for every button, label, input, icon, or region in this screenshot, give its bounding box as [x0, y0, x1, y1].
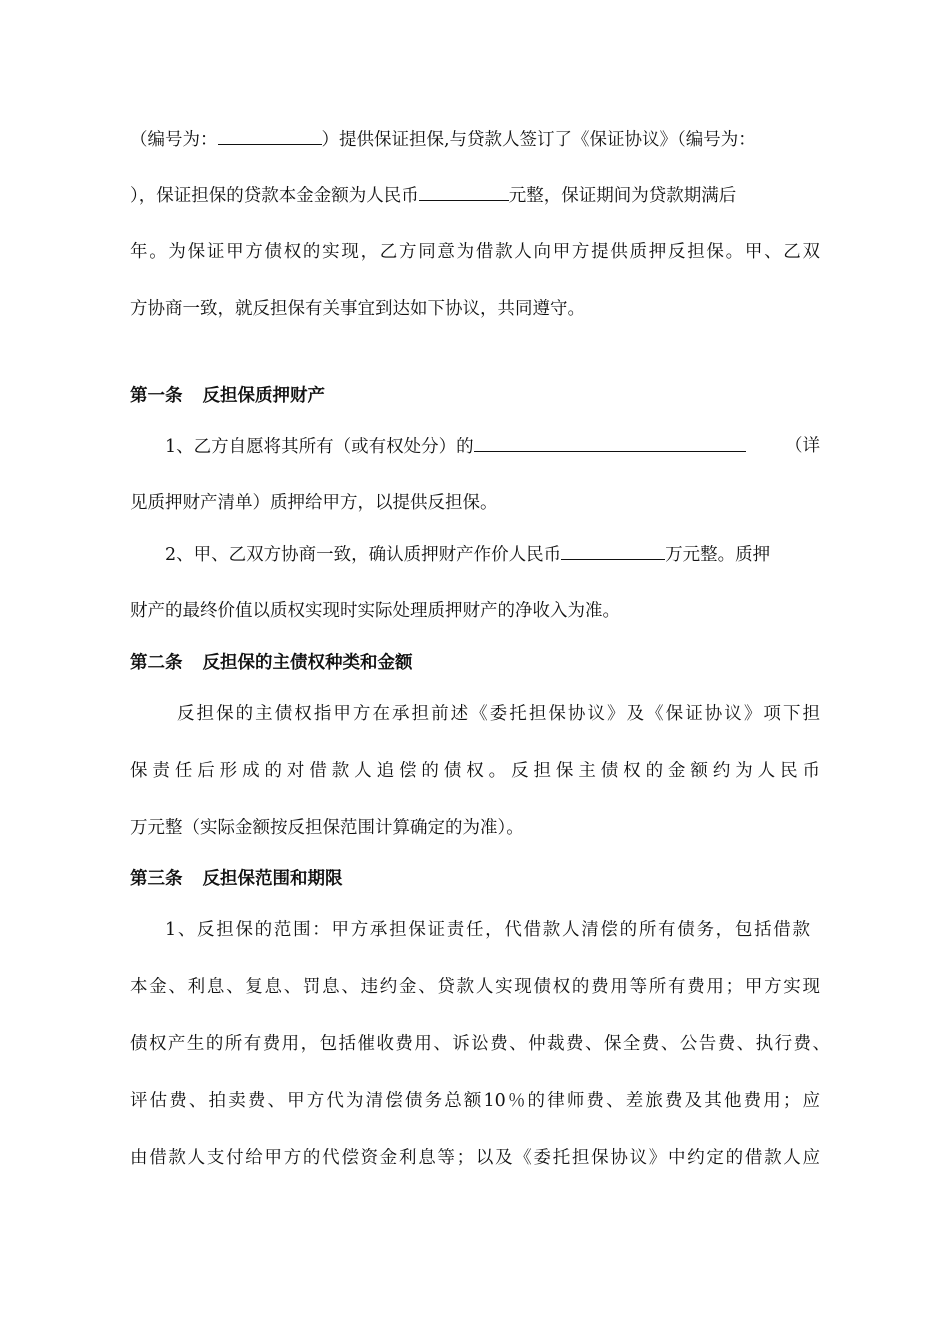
- preamble-text: ）提供保证担保,与贷款人签订了《保证协议》（编号为：: [321, 130, 756, 150]
- article-3-line-3: 债权产生的所有费用，包括催收费用、诉讼费、仲裁费、保全费、公告费、执行费、: [130, 1034, 830, 1054]
- article-3-line-5: 由借款人支付给甲方的代偿资金利息等；以及《委托担保协议》中约定的借款人应: [130, 1148, 820, 1168]
- article-1-item-1: [165, 435, 820, 457]
- article-1-heading: [130, 385, 820, 407]
- article-2-line-2: 保责任后形成的对借款人追偿的债权。反担保主债权的金额约为人民币: [130, 761, 820, 781]
- article-number: 第一条: [130, 386, 183, 406]
- article-1-item-2: [165, 543, 820, 565]
- pledged-property-blank[interactable]: [474, 435, 746, 452]
- item-text: （详: [785, 436, 820, 456]
- article-1-item-2-cont: 财产的最终价值以质权实现时实际处理质押财产的净收入为准。: [130, 601, 620, 621]
- item-text: 1、乙方自愿将其所有（或有权处分）的: [165, 437, 474, 457]
- contract-number-blank[interactable]: [218, 128, 322, 145]
- article-number: 第三条: [130, 869, 183, 889]
- preamble-text: ），保证担保的贷款本金金额为人民币: [130, 186, 419, 206]
- article-3-line-1: 1、反担保的范围：甲方承担保证责任，代借款人清偿的所有债务，包括借款: [165, 920, 810, 940]
- article-title: 反担保质押财产: [202, 386, 325, 406]
- valuation-amount-blank[interactable]: [561, 543, 665, 560]
- preamble-line-3: 年。为保证甲方债权的实现，乙方同意为借款人向甲方提供质押反担保。甲、乙双: [130, 242, 820, 262]
- article-number: 第二条: [130, 653, 183, 673]
- article-2-line-3: 万元整（实际金额按反担保范围计算确定的为准）。: [130, 818, 524, 838]
- item-text: 万元整。质押: [665, 545, 771, 565]
- preamble-line-4: 方协商一致，就反担保有关事宜到达如下协议，共同遵守。: [130, 299, 585, 319]
- article-2-line-1: 反担保的主债权指甲方在承担前述《委托担保协议》及《保证协议》项下担: [177, 704, 820, 724]
- article-title: 反担保范围和期限: [202, 869, 343, 889]
- article-3-line-2: 本金、利息、复息、罚息、违约金、贷款人实现债权的费用等所有费用；甲方实现: [130, 977, 820, 997]
- preamble-line-1: [130, 128, 820, 150]
- article-title: 反担保的主债权种类和金额: [202, 653, 413, 673]
- article-3-line-4: 评估费、拍卖费、甲方代为清偿债务总额10％的律师费、差旅费及其他费用；应: [130, 1091, 820, 1111]
- item-text: 2、甲、乙双方协商一致，确认质押财产作价人民币: [165, 545, 562, 565]
- preamble-text: 元整，保证期间为贷款期满后: [508, 186, 737, 206]
- article-1-item-1-cont: 见质押财产清单）质押给甲方，以提供反担保。: [130, 493, 498, 513]
- article-2-heading: [130, 652, 820, 674]
- preamble-line-2: [130, 184, 820, 206]
- preamble-text: （编号为：: [130, 130, 218, 150]
- article-3-heading: [130, 868, 820, 890]
- loan-amount-blank[interactable]: [419, 184, 509, 201]
